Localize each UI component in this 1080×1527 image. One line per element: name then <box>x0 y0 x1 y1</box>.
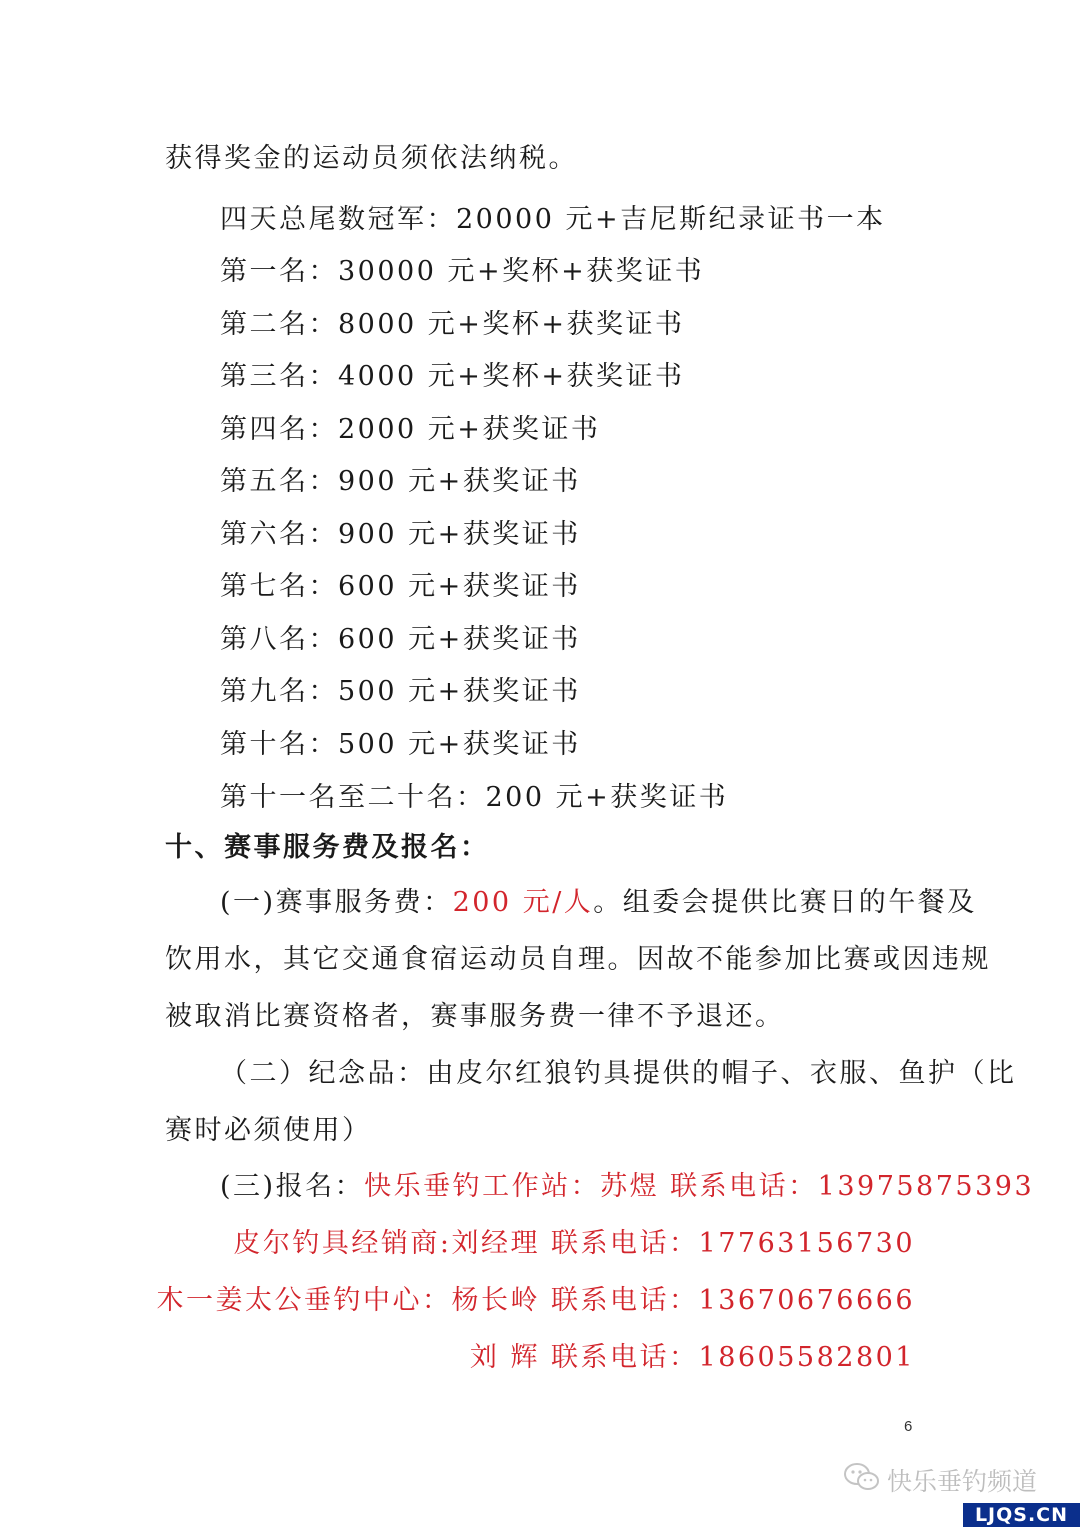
prize-item: 第七名：600 元+获奖证书 <box>220 571 581 602</box>
fee-note: 。组委会提供比赛日的午餐及 <box>593 887 977 918</box>
prize-item: 第五名：900 元+获奖证书 <box>220 466 581 497</box>
souvenir-line-1: （二）纪念品：由皮尔红狼钓具提供的帽子、衣服、鱼护（比 <box>220 1058 1017 1089</box>
contact-entry: 木一姜太公垂钓中心：杨长岭 联系电话：13670676666 <box>156 1285 915 1316</box>
wechat-icon <box>843 1462 881 1498</box>
prize-item: 第八名：600 元+获奖证书 <box>220 624 581 655</box>
prize-item: 第三名：4000 元+奖杯+获奖证书 <box>220 361 685 392</box>
prize-total-champion: 四天总尾数冠军：20000 元+吉尼斯纪录证书一本 <box>220 204 886 235</box>
intro-text: 获得奖金的运动员须依法纳税。 <box>165 143 578 174</box>
contact-entry: 刘 辉 联系电话：18605582801 <box>469 1342 915 1373</box>
prize-item: 第二名：8000 元+奖杯+获奖证书 <box>220 309 685 340</box>
fee-label: (一)赛事服务费： <box>220 887 453 918</box>
prize-item: 第一名：30000 元+奖杯+获奖证书 <box>220 256 705 287</box>
watermark-text: 快乐垂钓频道 <box>887 1467 1038 1496</box>
prize-item: 第四名：2000 元+获奖证书 <box>220 414 601 445</box>
contact-entry: 皮尔钓具经销商:刘经理 联系电话：17763156730 <box>233 1228 915 1259</box>
prize-item: 第十名：500 元+获奖证书 <box>220 729 581 760</box>
watermark <box>843 1462 1037 1498</box>
registration-label: (三)报名： <box>220 1171 365 1202</box>
fee-line-3: 被取消比赛资格者，赛事服务费一律不予退还。 <box>165 1001 785 1032</box>
fee-line <box>220 883 977 923</box>
registration-line-1 <box>220 1167 1034 1207</box>
prize-item: 第六名：900 元+获奖证书 <box>220 519 581 550</box>
section-heading: 十、赛事服务费及报名： <box>165 832 490 863</box>
prize-item: 第十一名至二十名：200 元+获奖证书 <box>220 782 729 813</box>
site-badge: LJQS.CN <box>963 1503 1080 1527</box>
souvenir-line-2: 赛时必须使用） <box>165 1115 372 1146</box>
fee-amount: 200 元/人 <box>452 887 594 918</box>
prize-item: 第九名：500 元+获奖证书 <box>220 676 581 707</box>
fee-line-2: 饮用水，其它交通食宿运动员自理。因故不能参加比赛或因违规 <box>165 944 991 975</box>
page-number: 6 <box>904 1418 913 1435</box>
contact-entry: 快乐垂钓工作站：苏煜 联系电话：13975875393 <box>364 1171 1035 1202</box>
